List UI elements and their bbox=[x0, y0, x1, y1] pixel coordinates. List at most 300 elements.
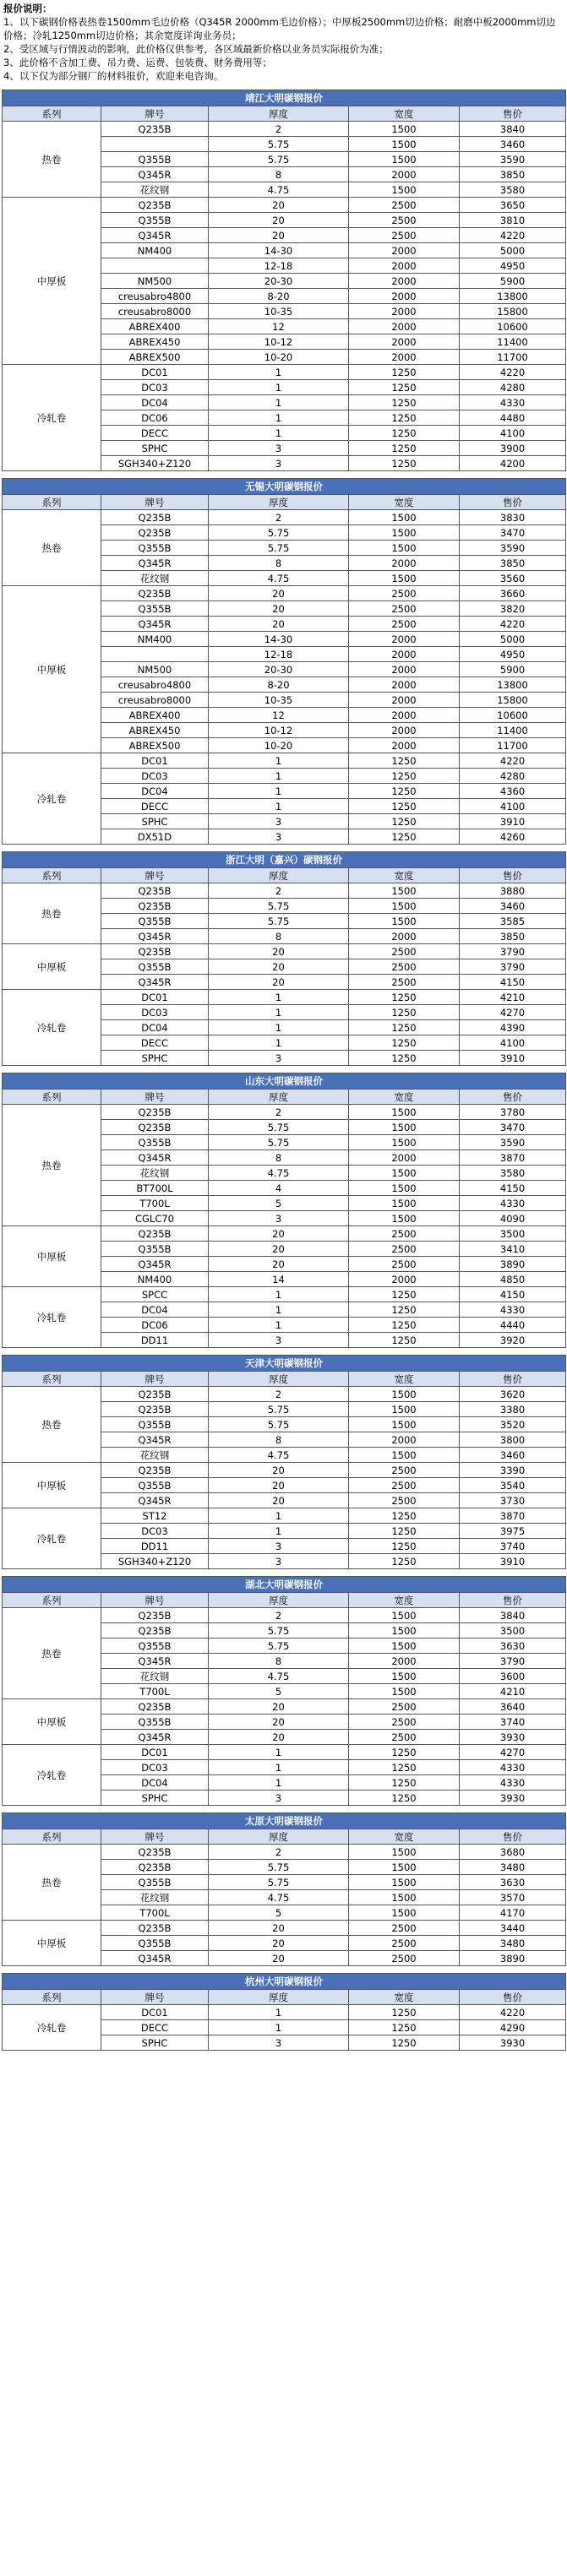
thickness-cell: 10-35 bbox=[209, 693, 349, 708]
grade-cell: Q235B bbox=[101, 1402, 209, 1417]
price-cell: 3480 bbox=[460, 1936, 566, 1951]
thickness-cell: 1 bbox=[209, 1760, 349, 1775]
grade-cell: CGLC70 bbox=[101, 1211, 209, 1226]
width-cell: 1250 bbox=[349, 990, 460, 1005]
grade-cell: ABREX500 bbox=[101, 738, 209, 753]
thickness-cell: 14-30 bbox=[209, 243, 349, 258]
table-title: 天津大明碳钢报价 bbox=[3, 1356, 566, 1372]
thickness-cell: 5.75 bbox=[209, 1639, 349, 1654]
price-table bbox=[2, 851, 566, 1066]
width-cell: 1250 bbox=[349, 456, 460, 471]
series-cell: 冷轧卷 bbox=[3, 753, 101, 845]
price-cell: 3630 bbox=[460, 1639, 566, 1654]
width-cell: 1500 bbox=[349, 914, 460, 929]
price-cell: 4220 bbox=[460, 228, 566, 243]
column-header-thickness: 厚度 bbox=[209, 1829, 349, 1845]
width-cell: 1250 bbox=[349, 1791, 460, 1806]
thickness-cell: 5 bbox=[209, 1905, 349, 1921]
table-row bbox=[3, 1699, 566, 1715]
width-cell: 2500 bbox=[349, 1951, 460, 1966]
table-row bbox=[3, 586, 566, 601]
thickness-cell: 1 bbox=[209, 365, 349, 380]
price-cell: 3890 bbox=[460, 1951, 566, 1966]
thickness-cell: 5 bbox=[209, 1196, 349, 1211]
price-cell: 3850 bbox=[460, 556, 566, 571]
thickness-cell: 3 bbox=[209, 1211, 349, 1226]
grade-cell: NM400 bbox=[101, 632, 209, 647]
grade-cell bbox=[101, 137, 209, 152]
price-cell: 11400 bbox=[460, 723, 566, 738]
grade-cell: Q235B bbox=[101, 1608, 209, 1623]
price-cell: 4170 bbox=[460, 1905, 566, 1921]
price-cell: 4150 bbox=[460, 1287, 566, 1302]
thickness-cell: 20 bbox=[209, 198, 349, 213]
width-cell: 2500 bbox=[349, 586, 460, 601]
column-header-price: 售价 bbox=[460, 106, 566, 122]
column-header-width: 宽度 bbox=[349, 495, 460, 510]
thickness-cell: 1 bbox=[209, 1035, 349, 1051]
column-header-width: 宽度 bbox=[349, 1593, 460, 1608]
thickness-cell: 1 bbox=[209, 1005, 349, 1020]
grade-cell: Q235B bbox=[101, 1860, 209, 1875]
price-cell: 3640 bbox=[460, 1699, 566, 1715]
table-row bbox=[3, 883, 566, 899]
price-cell: 3975 bbox=[460, 1524, 566, 1539]
thickness-cell: 14-30 bbox=[209, 632, 349, 647]
thickness-cell: 20 bbox=[209, 959, 349, 975]
width-cell: 1250 bbox=[349, 1051, 460, 1066]
thickness-cell: 3 bbox=[209, 1051, 349, 1066]
width-cell: 2500 bbox=[349, 1936, 460, 1951]
price-cell: 11700 bbox=[460, 350, 566, 365]
price-cell: 4210 bbox=[460, 1684, 566, 1699]
width-cell: 1500 bbox=[349, 152, 460, 167]
price-cell: 4220 bbox=[460, 365, 566, 380]
thickness-cell: 20 bbox=[209, 1699, 349, 1715]
width-cell: 1500 bbox=[349, 1845, 460, 1860]
grade-cell: Q355B bbox=[101, 959, 209, 975]
price-cell: 3460 bbox=[460, 899, 566, 914]
width-cell: 2000 bbox=[349, 1272, 460, 1287]
table-header bbox=[3, 868, 566, 883]
width-cell: 2000 bbox=[349, 289, 460, 304]
width-cell: 1250 bbox=[349, 753, 460, 769]
thickness-cell: 5.75 bbox=[209, 1860, 349, 1875]
grade-cell: Q235B bbox=[101, 586, 209, 601]
grade-cell: DC01 bbox=[101, 1745, 209, 1760]
price-cell: 3800 bbox=[460, 1432, 566, 1448]
width-cell: 1250 bbox=[349, 2005, 460, 2020]
column-header-series: 系列 bbox=[3, 1372, 101, 1387]
price-table bbox=[2, 1973, 566, 2051]
width-cell: 1250 bbox=[349, 1508, 460, 1524]
width-cell: 2500 bbox=[349, 1715, 460, 1730]
width-cell: 2000 bbox=[349, 738, 460, 753]
thickness-cell: 3 bbox=[209, 1791, 349, 1806]
column-header-price: 售价 bbox=[460, 495, 566, 510]
thickness-cell: 20 bbox=[209, 1730, 349, 1745]
width-cell: 2500 bbox=[349, 1493, 460, 1508]
width-cell: 1250 bbox=[349, 441, 460, 456]
table-row bbox=[3, 944, 566, 959]
thickness-cell: 4.75 bbox=[209, 1166, 349, 1181]
price-cell: 4220 bbox=[460, 753, 566, 769]
table-title: 湖北大明碳钢报价 bbox=[3, 1577, 566, 1593]
grade-cell: Q355B bbox=[101, 213, 209, 228]
price-cell: 3500 bbox=[460, 1623, 566, 1639]
series-cell: 中厚板 bbox=[3, 1226, 101, 1287]
width-cell: 2000 bbox=[349, 334, 460, 350]
width-cell: 1500 bbox=[349, 510, 460, 525]
thickness-cell: 20-30 bbox=[209, 274, 349, 289]
width-cell: 2500 bbox=[349, 601, 460, 617]
thickness-cell: 1 bbox=[209, 1302, 349, 1318]
table-row bbox=[3, 122, 566, 137]
width-cell: 2000 bbox=[349, 677, 460, 693]
width-cell: 1250 bbox=[349, 1524, 460, 1539]
thickness-cell: 20 bbox=[209, 1257, 349, 1272]
column-header-price: 售价 bbox=[460, 1990, 566, 2005]
grade-cell: SPHC bbox=[101, 1791, 209, 1806]
width-cell: 2500 bbox=[349, 617, 460, 632]
grade-cell: DC04 bbox=[101, 1775, 209, 1791]
width-cell: 1500 bbox=[349, 1135, 460, 1150]
width-cell: 2000 bbox=[349, 929, 460, 944]
grade-cell: 花纹钢 bbox=[101, 1166, 209, 1181]
thickness-cell: 1 bbox=[209, 784, 349, 799]
width-cell: 1500 bbox=[349, 1890, 460, 1905]
grade-cell: Q355B bbox=[101, 152, 209, 167]
thickness-cell: 4.75 bbox=[209, 182, 349, 198]
width-cell: 1250 bbox=[349, 426, 460, 441]
column-header-price: 售价 bbox=[460, 1372, 566, 1387]
grade-cell: BT700L bbox=[101, 1181, 209, 1196]
width-cell: 1250 bbox=[349, 1287, 460, 1302]
price-table bbox=[2, 1073, 566, 1348]
thickness-cell: 20 bbox=[209, 1463, 349, 1478]
grade-cell: creusabro4800 bbox=[101, 289, 209, 304]
width-cell: 2000 bbox=[349, 723, 460, 738]
thickness-cell: 20 bbox=[209, 1936, 349, 1951]
price-cell: 3630 bbox=[460, 1875, 566, 1890]
thickness-cell: 5.75 bbox=[209, 137, 349, 152]
grade-cell: Q345R bbox=[101, 1951, 209, 1966]
series-cell: 冷轧卷 bbox=[3, 365, 101, 471]
grade-cell: ST12 bbox=[101, 1508, 209, 1524]
width-cell: 1500 bbox=[349, 571, 460, 586]
series-cell: 中厚板 bbox=[3, 1921, 101, 1966]
thickness-cell: 8 bbox=[209, 556, 349, 571]
price-cell: 3930 bbox=[460, 1730, 566, 1745]
price-cell: 3820 bbox=[460, 601, 566, 617]
column-header-series: 系列 bbox=[3, 1593, 101, 1608]
grade-cell: SPHC bbox=[101, 2035, 209, 2051]
width-cell: 1500 bbox=[349, 1166, 460, 1181]
price-cell: 3840 bbox=[460, 122, 566, 137]
width-cell: 2500 bbox=[349, 944, 460, 959]
price-cell: 4260 bbox=[460, 829, 566, 845]
grade-cell: Q235B bbox=[101, 1623, 209, 1639]
grade-cell: Q355B bbox=[101, 1639, 209, 1654]
width-cell: 2500 bbox=[349, 213, 460, 228]
price-cell: 3870 bbox=[460, 1508, 566, 1524]
series-cell: 热卷 bbox=[3, 883, 101, 944]
width-cell: 1500 bbox=[349, 122, 460, 137]
width-cell: 2000 bbox=[349, 647, 460, 662]
column-header-width: 宽度 bbox=[349, 1372, 460, 1387]
table-row bbox=[3, 1387, 566, 1402]
thickness-cell: 5.75 bbox=[209, 541, 349, 556]
grade-cell: creusabro8000 bbox=[101, 304, 209, 319]
width-cell: 2000 bbox=[349, 1654, 460, 1669]
table-header bbox=[3, 1829, 566, 1845]
series-cell: 中厚板 bbox=[3, 1463, 101, 1508]
width-cell: 1250 bbox=[349, 1539, 460, 1554]
width-cell: 2000 bbox=[349, 167, 460, 182]
width-cell: 1500 bbox=[349, 1639, 460, 1654]
thickness-cell: 1 bbox=[209, 769, 349, 784]
thickness-cell: 3 bbox=[209, 441, 349, 456]
thickness-cell: 12-18 bbox=[209, 258, 349, 274]
price-cell: 15800 bbox=[460, 693, 566, 708]
price-cell: 3910 bbox=[460, 814, 566, 829]
price-cell: 4330 bbox=[460, 1302, 566, 1318]
grade-cell: Q355B bbox=[101, 914, 209, 929]
series-cell: 中厚板 bbox=[3, 944, 101, 990]
thickness-cell: 5.75 bbox=[209, 525, 349, 541]
table-row bbox=[3, 1608, 566, 1623]
price-cell: 3830 bbox=[460, 510, 566, 525]
thickness-cell: 1 bbox=[209, 2020, 349, 2035]
price-cell: 3585 bbox=[460, 914, 566, 929]
grade-cell: SGH340+Z120 bbox=[101, 456, 209, 471]
price-cell: 3910 bbox=[460, 1554, 566, 1569]
thickness-cell: 20 bbox=[209, 1951, 349, 1966]
thickness-cell: 5.75 bbox=[209, 1135, 349, 1150]
price-cell: 4220 bbox=[460, 2005, 566, 2020]
thickness-cell: 1 bbox=[209, 1775, 349, 1791]
grade-cell: Q235B bbox=[101, 1226, 209, 1242]
thickness-cell: 12 bbox=[209, 708, 349, 723]
series-cell: 冷轧卷 bbox=[3, 2005, 101, 2051]
price-cell: 5000 bbox=[460, 632, 566, 647]
price-cell: 3650 bbox=[460, 198, 566, 213]
column-header-series: 系列 bbox=[3, 1990, 101, 2005]
thickness-cell: 20 bbox=[209, 1715, 349, 1730]
table-header bbox=[3, 106, 566, 122]
width-cell: 2500 bbox=[349, 959, 460, 975]
price-cell: 3740 bbox=[460, 1539, 566, 1554]
grade-cell: T700L bbox=[101, 1684, 209, 1699]
width-cell: 2500 bbox=[349, 1699, 460, 1715]
price-cell: 4200 bbox=[460, 456, 566, 471]
width-cell: 1500 bbox=[349, 1196, 460, 1211]
thickness-cell: 20 bbox=[209, 617, 349, 632]
column-header-series: 系列 bbox=[3, 868, 101, 883]
column-header-grade: 牌号 bbox=[101, 106, 209, 122]
width-cell: 1250 bbox=[349, 395, 460, 410]
price-cell: 13800 bbox=[460, 289, 566, 304]
column-header-grade: 牌号 bbox=[101, 495, 209, 510]
price-cell: 4100 bbox=[460, 1035, 566, 1051]
width-cell: 1250 bbox=[349, 1760, 460, 1775]
notes-line: 3、此价格不含加工费、吊力费、运费、包装费、财务费用等； bbox=[3, 57, 272, 68]
grade-cell: 花纹钢 bbox=[101, 1448, 209, 1463]
column-header-thickness: 厚度 bbox=[209, 1372, 349, 1387]
width-cell: 1250 bbox=[349, 410, 460, 426]
price-cell: 4100 bbox=[460, 426, 566, 441]
width-cell: 2500 bbox=[349, 1730, 460, 1745]
width-cell: 1500 bbox=[349, 137, 460, 152]
grade-cell: Q345R bbox=[101, 167, 209, 182]
width-cell: 1250 bbox=[349, 1005, 460, 1020]
series-cell: 热卷 bbox=[3, 1845, 101, 1921]
thickness-cell: 20 bbox=[209, 1921, 349, 1936]
grade-cell: SPHC bbox=[101, 1051, 209, 1066]
price-cell: 3840 bbox=[460, 1608, 566, 1623]
price-cell: 3660 bbox=[460, 586, 566, 601]
width-cell: 2000 bbox=[349, 1150, 460, 1166]
grade-cell: DC04 bbox=[101, 395, 209, 410]
width-cell: 1250 bbox=[349, 1020, 460, 1035]
width-cell: 1250 bbox=[349, 1775, 460, 1791]
thickness-cell: 8 bbox=[209, 167, 349, 182]
grade-cell: Q235B bbox=[101, 122, 209, 137]
column-header-price: 售价 bbox=[460, 1090, 566, 1105]
thickness-cell: 5.75 bbox=[209, 152, 349, 167]
price-cell: 3500 bbox=[460, 1226, 566, 1242]
thickness-cell: 20 bbox=[209, 975, 349, 990]
grade-cell: Q345R bbox=[101, 617, 209, 632]
grade-cell: DX51D bbox=[101, 829, 209, 845]
grade-cell: 花纹钢 bbox=[101, 182, 209, 198]
column-header-width: 宽度 bbox=[349, 106, 460, 122]
thickness-cell: 5 bbox=[209, 1684, 349, 1699]
notes-line: 2、受区域与行情波动的影响，此价格仅供参考，各区域最新价格以业务员实际报价为准； bbox=[3, 43, 389, 55]
thickness-cell: 4.75 bbox=[209, 571, 349, 586]
price-cell: 3590 bbox=[460, 152, 566, 167]
width-cell: 1500 bbox=[349, 1402, 460, 1417]
grade-cell: Q355B bbox=[101, 1242, 209, 1257]
grade-cell: Q345R bbox=[101, 975, 209, 990]
grade-cell: ABREX400 bbox=[101, 708, 209, 723]
price-cell: 4280 bbox=[460, 380, 566, 395]
column-header-price: 售价 bbox=[460, 1829, 566, 1845]
thickness-cell: 14 bbox=[209, 1272, 349, 1287]
grade-cell: NM500 bbox=[101, 662, 209, 677]
width-cell: 2500 bbox=[349, 1257, 460, 1272]
column-header-thickness: 厚度 bbox=[209, 1990, 349, 2005]
notes-title: 报价说明： bbox=[3, 3, 52, 14]
thickness-cell: 2 bbox=[209, 1105, 349, 1120]
price-cell: 4270 bbox=[460, 1005, 566, 1020]
grade-cell: Q355B bbox=[101, 1936, 209, 1951]
thickness-cell: 10-12 bbox=[209, 334, 349, 350]
grade-cell bbox=[101, 647, 209, 662]
column-header-series: 系列 bbox=[3, 495, 101, 510]
price-cell: 3790 bbox=[460, 959, 566, 975]
thickness-cell: 1 bbox=[209, 799, 349, 814]
thickness-cell: 20 bbox=[209, 228, 349, 243]
grade-cell: Q235B bbox=[101, 1463, 209, 1478]
table-title: 无锡大明碳钢报价 bbox=[3, 479, 566, 495]
grade-cell: DECC bbox=[101, 799, 209, 814]
thickness-cell: 20 bbox=[209, 944, 349, 959]
width-cell: 2500 bbox=[349, 198, 460, 213]
width-cell: 1250 bbox=[349, 829, 460, 845]
width-cell: 1500 bbox=[349, 1684, 460, 1699]
price-cell: 5900 bbox=[460, 662, 566, 677]
price-cell: 4150 bbox=[460, 975, 566, 990]
thickness-cell: 8-20 bbox=[209, 677, 349, 693]
price-cell: 3440 bbox=[460, 1921, 566, 1936]
series-cell: 冷轧卷 bbox=[3, 1508, 101, 1569]
grade-cell: Q355B bbox=[101, 541, 209, 556]
price-cell: 3390 bbox=[460, 1463, 566, 1478]
thickness-cell: 20 bbox=[209, 1493, 349, 1508]
price-cell: 3460 bbox=[460, 1448, 566, 1463]
price-cell: 3870 bbox=[460, 1150, 566, 1166]
price-cell: 3480 bbox=[460, 1860, 566, 1875]
width-cell: 1250 bbox=[349, 380, 460, 395]
grade-cell: DECC bbox=[101, 426, 209, 441]
thickness-cell: 2 bbox=[209, 1608, 349, 1623]
price-cell: 3930 bbox=[460, 2035, 566, 2051]
thickness-cell: 10-20 bbox=[209, 350, 349, 365]
thickness-cell: 3 bbox=[209, 1554, 349, 1569]
width-cell: 1250 bbox=[349, 365, 460, 380]
width-cell: 1500 bbox=[349, 1448, 460, 1463]
price-table bbox=[2, 478, 566, 845]
thickness-cell: 1 bbox=[209, 1508, 349, 1524]
thickness-cell: 20 bbox=[209, 213, 349, 228]
thickness-cell: 2 bbox=[209, 510, 349, 525]
price-cell: 3470 bbox=[460, 1120, 566, 1135]
width-cell: 1500 bbox=[349, 525, 460, 541]
thickness-cell: 1 bbox=[209, 1318, 349, 1333]
grade-cell: Q345R bbox=[101, 1730, 209, 1745]
price-cell: 3600 bbox=[460, 1669, 566, 1684]
width-cell: 2000 bbox=[349, 350, 460, 365]
price-cell: 4330 bbox=[460, 1775, 566, 1791]
grade-cell: Q345R bbox=[101, 228, 209, 243]
thickness-cell: 5.75 bbox=[209, 914, 349, 929]
thickness-cell: 1 bbox=[209, 990, 349, 1005]
width-cell: 1250 bbox=[349, 1333, 460, 1348]
table-row bbox=[3, 2005, 566, 2020]
notes-line: 4、以下仅为部分钢厂的材料报价，欢迎来电咨询。 bbox=[3, 70, 224, 82]
price-cell: 3810 bbox=[460, 213, 566, 228]
grade-cell: DC03 bbox=[101, 1524, 209, 1539]
width-cell: 2500 bbox=[349, 228, 460, 243]
table-row bbox=[3, 510, 566, 525]
grade-cell: Q235B bbox=[101, 525, 209, 541]
table-header bbox=[3, 1090, 566, 1105]
grade-cell: 花纹钢 bbox=[101, 1890, 209, 1905]
width-cell: 1500 bbox=[349, 1875, 460, 1890]
grade-cell: Q235B bbox=[101, 510, 209, 525]
grade-cell: NM400 bbox=[101, 243, 209, 258]
table-row bbox=[3, 753, 566, 769]
price-cell: 3890 bbox=[460, 1257, 566, 1272]
grade-cell: Q345R bbox=[101, 1257, 209, 1272]
thickness-cell: 20 bbox=[209, 601, 349, 617]
grade-cell: T700L bbox=[101, 1905, 209, 1921]
grade-cell: SPHC bbox=[101, 441, 209, 456]
thickness-cell: 2 bbox=[209, 1387, 349, 1402]
grade-cell: Q345R bbox=[101, 1432, 209, 1448]
price-cell: 3620 bbox=[460, 1387, 566, 1402]
